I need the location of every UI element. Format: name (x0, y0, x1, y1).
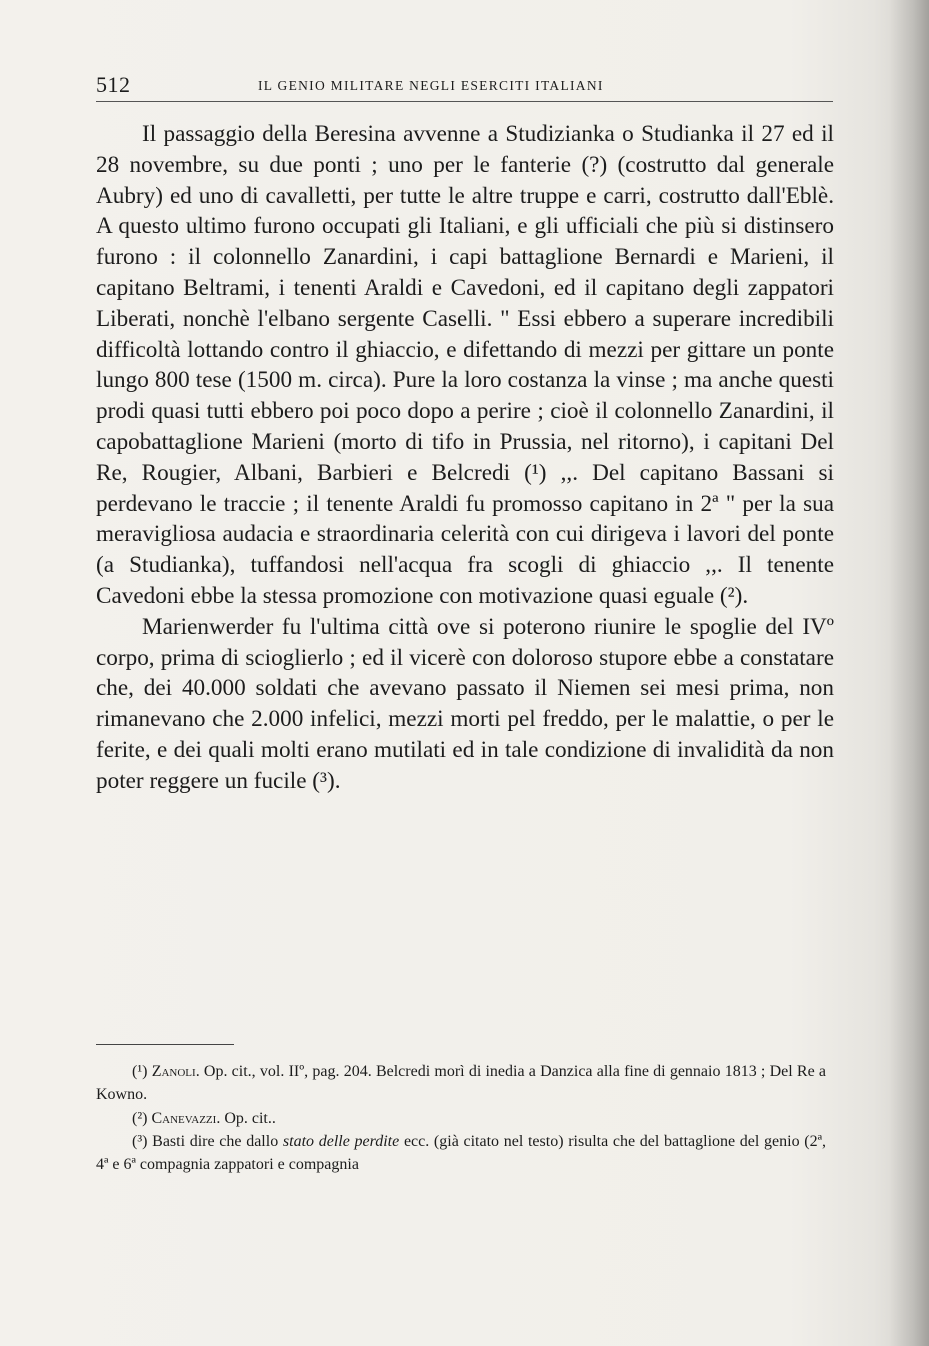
footnote-1-mark: (¹) (132, 1063, 148, 1080)
page-number: 512 (96, 72, 131, 97)
footnote-3 (96, 1130, 826, 1177)
footnote-3-text-b: ecc. (già citato nel testo) risulta che del battaglione del genio (2ª, 4ª e 6ª compagnia zappatori e compagnia (96, 1132, 827, 1174)
running-title: IL GENIO MILITARE NEGLI ESERCITI ITALIANI (258, 78, 604, 93)
footnote-2 (96, 1107, 826, 1130)
page-edge-shadow (889, 0, 929, 1346)
footnote-1-author: Zanoli (151, 1063, 196, 1080)
footnote-2-text: . Op. cit.. (216, 1109, 276, 1127)
header-rule (96, 101, 833, 102)
main-text (96, 119, 834, 797)
footnote-rule (96, 1044, 234, 1045)
footnote-2-mark: (²) (132, 1109, 148, 1127)
footnote-3-mark: (³) (132, 1132, 148, 1150)
footnote-1 (96, 1060, 826, 1107)
paragraph-2: Marienwerder fu l'ultima città ove si poterono riunire le spoglie del IVº corpo, prima di scioglierlo ; ed il vicerè con doloroso stupore ebbe a constatare che, dei 40.000 soldati che avevano passato il Niemen sei mesi prima, non rimanevano che 2.000 infelici, mezzi morti pel freddo, per le malattie, o per le ferite, e dei quali molti erano mutilati ed in tale condizione di invalidità da non poter reggere un fucile (³). (96, 613, 834, 794)
paragraph-1: Il passaggio della Beresina avvenne a Studizianka o Studianka il 27 ed il 28 novembre, su due ponti ; uno per le fanterie (?) (costrutto dal generale Aubry) ed uno di cavalletti, per tutte le altre truppe e carri, costrutto dall'Eblè. A questo ultimo furono occupati gli Italiani, e gli ufficiali che più si distinsero furono : il colonnello Zanardini, i capi battaglione Bernardi e Marieni, il capitano Beltrami, i tenenti Araldi e Cavedoni, ed il capitano degli zappatori Liberati, nonchè l'elbano sergente Caselli. " Essi ebbero a superare incredibili difficoltà lottando contro il ghiaccio, e difettando di mezzi per gittare un ponte lungo 800 tese (1500 m. circa). Pure la loro costanza la vinse ; ma anche questi prodi quasi tutti ebbero poi poco dopo a perire ; cioè il colonnello Zanardini, il capobattaglione Marieni (morto di tifo in Prussia, nel ritorno), i capitani Del Re, Rougier, Albani, Barbieri e Belcredi (¹) ,,. Del capitano Bassani si perdevano le traccie ; il tenente Araldi fu promosso capitano in 2ª " per la sua meravigliosa audacia e straordinaria celerità con cui dirigeva i lavori del ponte (a Studianka), tuffandosi nell'acqua fra scogli di ghiaccio ,,. Il tenente Cavedoni ebbe la stessa promozione con motivazione quasi eguale (²). (96, 121, 834, 609)
page-header (96, 70, 830, 104)
footnote-1-text: . Op. cit., vol. IIº, pag. 204. Belcredi morì di inedia a Danzica alla fine di gennaio 1813 ; Del Re a Kowno. (96, 1063, 827, 1104)
footnotes (96, 1060, 826, 1176)
footnote-3-text-a: Basti dire che dallo (152, 1132, 279, 1150)
footnote-3-italic: stato delle perdite (282, 1132, 400, 1150)
footnote-2-author: Canevazzi (151, 1109, 217, 1127)
